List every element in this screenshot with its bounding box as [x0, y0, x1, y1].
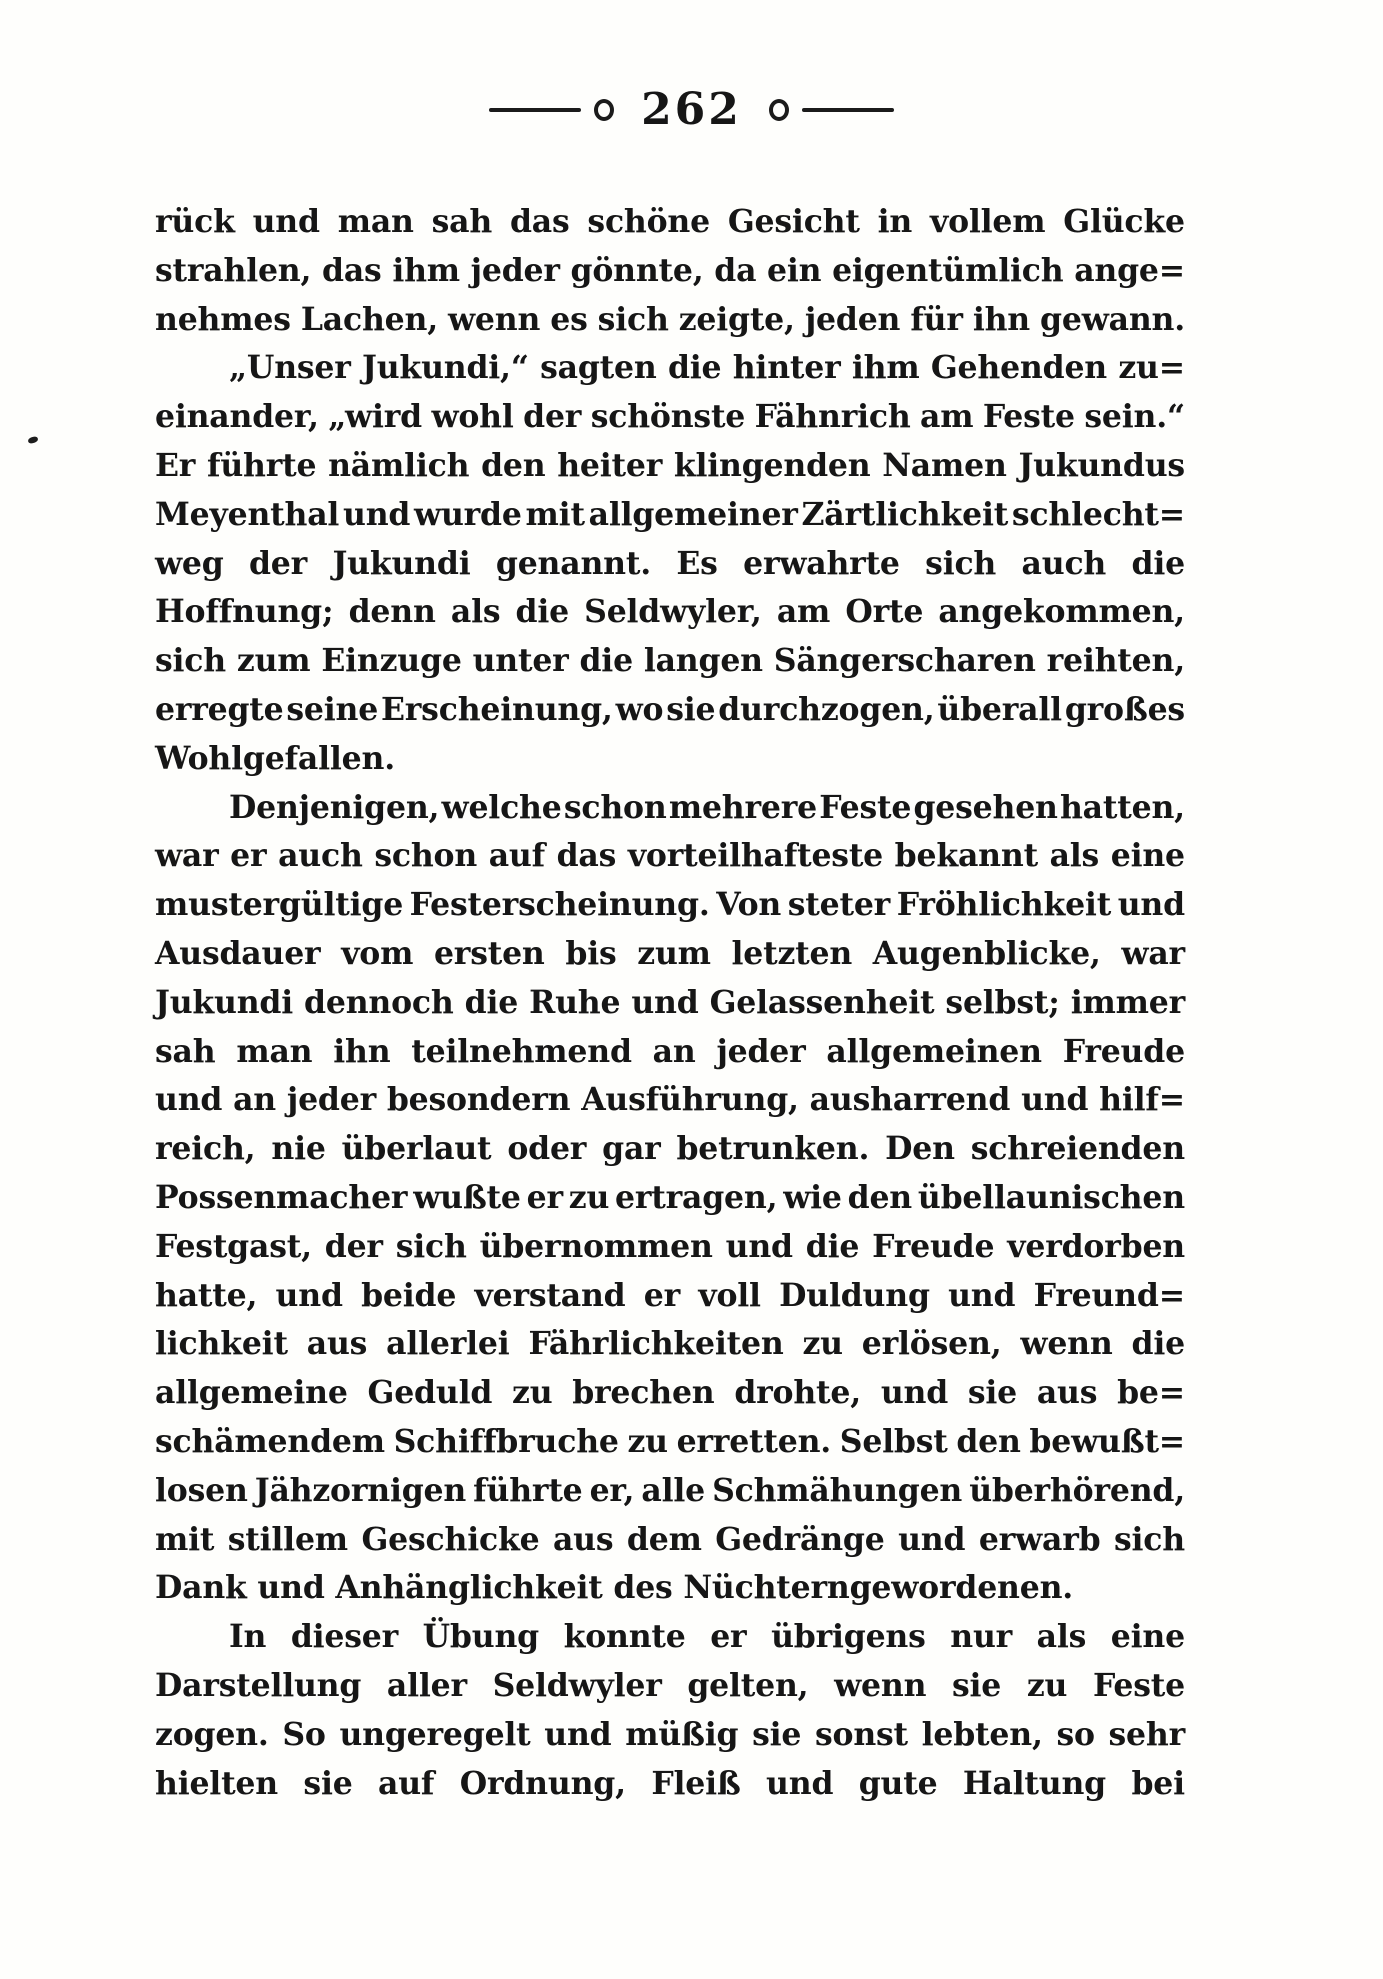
text-line: strahlen, das ihm jeder gönnte, da ein eigentümlich ange= — [155, 251, 1185, 289]
text-line: In dieser Übung konnte er übrigens nur als eine — [229, 1618, 1185, 1656]
text-line: schämendem Schiffbruche zu erretten. Selbst den bewußt= — [155, 1422, 1185, 1460]
page-header — [0, 84, 1383, 135]
text-line: erregte seine Erscheinung, wo sie durchzogen, überall großes — [155, 690, 1185, 728]
header-circle-ornament-right — [769, 99, 789, 121]
text-line: war er auch schon auf das vorteilhafteste bekannt als eine — [155, 837, 1185, 875]
text-line: losen Jähzornigen führte er, alle Schmähungen überhörend, — [155, 1471, 1185, 1509]
header-circle-ornament-left — [594, 99, 614, 121]
text-line: sah man ihn teilnehmend an jeder allgemeinen Freude — [155, 1032, 1185, 1070]
text-line: Jukundi dennoch die Ruhe und Gelassenheit selbst; immer — [155, 983, 1185, 1021]
header-rule-left — [489, 108, 581, 112]
scan-artifact — [27, 436, 38, 445]
text-line: Dank und Anhänglichkeit des Nüchterngewordenen. — [155, 1569, 1074, 1607]
text-line: und an jeder besondern Ausführung, ausharrend und hilf= — [155, 1081, 1185, 1119]
text-line: einander, „wird wohl der schönste Fähnrich am Feste sein.“ — [155, 398, 1185, 436]
text-line: „Unser Jukundi,“ sagten die hinter ihm Gehenden zu= — [229, 349, 1185, 387]
header-rule-right — [802, 108, 894, 112]
text-line: weg der Jukundi genannt. Es erwahrte sich auch die — [155, 544, 1185, 582]
text-line: lichkeit aus allerlei Fährlichkeiten zu erlösen, wenn die — [155, 1325, 1185, 1363]
page-number: 262 — [641, 84, 742, 135]
text-line: Meyenthal und wurde mit allgemeiner Zärtlichkeit schlecht= — [155, 495, 1185, 533]
text-line: rück und man sah das schöne Gesicht in vollem Glücke — [155, 203, 1185, 240]
text-line: reich, nie überlaut oder gar betrunken. Den schreienden — [155, 1130, 1185, 1168]
text-line: zogen. So ungeregelt und müßig sie sonst lebten, so sehr — [155, 1715, 1185, 1753]
text-line: nehmes Lachen, wenn es sich zeigte, jeden für ihn gewann. — [155, 300, 1185, 338]
text-line: allgemeine Geduld zu brechen drohte, und sie aus be= — [155, 1374, 1185, 1412]
text-line: Possenmacher wußte er zu ertragen, wie den übellaunischen — [155, 1178, 1185, 1216]
text-line: hatte, und beide verstand er voll Duldung und Freund= — [155, 1276, 1185, 1314]
page-text — [155, 198, 1185, 1808]
text-line: Hoffnung; denn als die Seldwyler, am Orte angekommen, — [155, 593, 1185, 631]
text-line: Er führte nämlich den heiter klingenden Namen Jukundus — [155, 446, 1185, 484]
text-line: Festgast, der sich übernommen und die Freude verdorben — [155, 1227, 1185, 1265]
text-line: Wohlgefallen. — [155, 739, 395, 777]
text-line: Denjenigen, welche schon mehrere Feste gesehen hatten, — [229, 788, 1185, 826]
text-line: mustergültige Festerscheinung. Von steter Fröhlichkeit und — [155, 886, 1185, 924]
text-line: sich zum Einzuge unter die langen Sängerscharen reihten, — [155, 642, 1185, 680]
text-line: hielten sie auf Ordnung, Fleiß und gute Haltung bei — [155, 1764, 1185, 1802]
text-line: Darstellung aller Seldwyler gelten, wenn sie zu Feste — [155, 1666, 1185, 1704]
text-line: mit stillem Geschicke aus dem Gedränge und erwarb sich — [155, 1520, 1185, 1558]
text-line: Ausdauer vom ersten bis zum letzten Augenblicke, war — [155, 934, 1185, 972]
